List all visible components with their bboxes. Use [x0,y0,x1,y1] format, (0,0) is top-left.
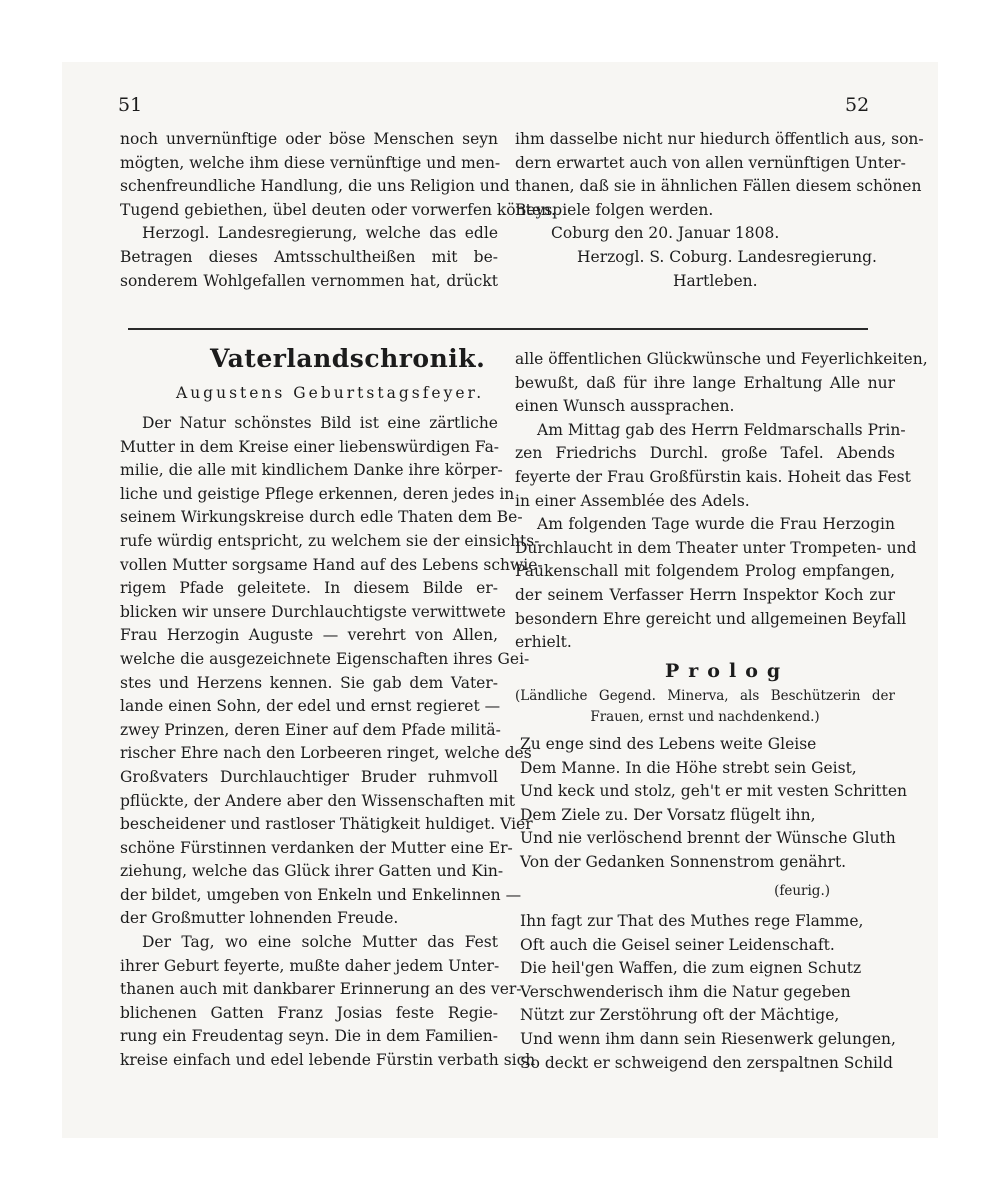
text-line: Tugend gebiethen, übel deuten oder vorwerfen könten. [120,200,556,219]
verse-line: Dem Manne. In die Höhe strebt sein Geist, [520,758,857,777]
text-line: Der Tag, wo eine solche Mutter das Fest [142,933,498,952]
stage-direction-line: (Ländliche Gegend. Minerva, als Beschützerin der [515,688,895,704]
text-line: dern erwartet auch von allen vernünftigen Unter- [515,153,906,172]
text-line: seinem Wirkungskreise durch edle Thaten dem Be- [120,508,523,527]
text-line: in einer Assemblée des Adels. [515,491,750,510]
verse-line: Ihn fagt zur That des Muthes rege Flamme, [520,912,864,930]
cue-text: (feurig.) [774,883,830,899]
page-number-left: 51 [118,94,143,116]
text-line: lande einen Sohn, der edel und ernst regieret — [120,697,501,716]
section-divider [128,328,868,330]
left-body-column [120,412,543,1073]
prolog-title: Prolog [665,660,790,682]
text-line: blichenen Gatten Franz Josias feste Regie- [120,1003,498,1022]
prolog-verse-1 [520,733,908,875]
text-line: kreise einfach und edel lebende Fürstin verbath sich [120,1051,536,1070]
text-line: Betragen dieses Amtsschultheißen mit be- [120,247,498,266]
prolog-verse-2 [520,910,895,1075]
text-line: thanen, daß sie in ähnlichen Fällen diesem schönen [515,177,922,196]
text-line: sonderem Wohlgefallen vernommen hat, drückt [120,271,498,290]
text-line: rufe würdig entspricht, zu welchem sie der einsichts- [120,531,540,550]
text-line: welche die ausgezeichnete Eigenschaften ihres Gei- [120,649,530,668]
text-line: vollen Mutter sorgsame Hand auf des Lebens schwie- [120,555,543,574]
verse-line: Verschwenderisch ihm die Natur gegeben [520,982,851,1001]
text-line: milie, die alle mit kindlichem Danke ihre körper- [120,461,503,480]
verse-line: Die heil'gen Waffen, die zum eignen Schutz [520,959,862,978]
prolog-cue [700,880,830,904]
text-line: erhielt. [515,633,572,652]
verse-line: Und wenn ihm dann sein Riesenwerk gelungen, [520,1029,896,1048]
text-line: pflückte, der Andere aber den Wissenschaften mit [120,791,515,810]
text-line: ziehung, welche das Glück ihrer Gatten und Kin- [120,862,504,881]
text-line: besondern Ehre gereicht und allgemeinen Beyfall [515,609,907,628]
text-line: noch unvernünftige oder böse Menschen seyn [120,130,498,148]
text-line: rung ein Freudentag seyn. Die in dem Familien- [120,1027,498,1046]
text-line: feyerte der Frau Großfürstin kais. Hoheit das Fest [515,467,911,486]
text-line: zen Friedrichs Durchl. große Tafel. Abends [515,444,895,463]
prolog-stage-direction [515,686,895,728]
text-line: schöne Fürstinnen verdanken der Mutter eine Er- [120,838,513,857]
text-line: der Großmutter lohnenden Freude. [120,909,399,928]
text-line: Mutter in dem Kreise einer liebenswürdigen Fa- [120,437,500,456]
signature-date: Coburg den 20. Januar 1808. [551,224,780,243]
text-line: Großvaters Durchlauchtiger Bruder ruhmvoll [120,767,498,786]
text-line: blicken wir unsere Durchlauchtigste verwittwete [120,602,506,621]
right-body-column [515,348,928,655]
text-line: Durchlaucht in dem Theater unter Trompeten- und [515,538,917,557]
text-line: zwey Prinzen, deren Einer auf dem Pfade militä- [120,720,501,739]
text-line: bescheidener und rastloser Thätigkeit huldiget. Vier [120,815,533,834]
text-line: einen Wunsch aussprachen. [515,397,735,416]
text-line: bewußt, daß für ihre lange Erhaltung Alle nur [515,373,895,392]
page-number-right: 52 [845,94,870,116]
text-line: alle öffentlichen Glückwünsche und Feyerlichkeiten, [515,350,928,368]
text-line: Beyspiele folgen werden. [515,200,714,219]
text-line: ihrer Geburt feyerte, mußte daher jedem Unter- [120,956,500,975]
section-title: Vaterlandschronik. [210,344,486,373]
stage-direction-line: Frauen, ernst und nachdenkend.) [590,709,820,725]
text-line: Frau Herzogin Auguste — verehrt von Allen, [120,626,498,645]
verse-line: Oft auch die Geisel seiner Leidenschaft. [520,935,835,954]
top-left-column [120,128,556,293]
text-line: stes und Herzens kennen. Sie gab dem Vater- [120,673,498,692]
top-right-column [515,128,924,293]
verse-line: Dem Ziele zu. Der Vorsatz flügelt ihn, [520,805,816,824]
text-line: schenfreundliche Handlung, die uns Religion und [120,177,510,196]
text-line: rigem Pfade geleitete. In diesem Bilde er- [120,579,498,598]
verse-line: Nützt zur Zerstöhrung oft der Mächtige, [520,1006,840,1025]
text-line: thanen auch mit dankbarer Erinnerung an des ver- [120,980,522,999]
verse-line: So deckt er schweigend den zerspaltnen Schild [520,1053,893,1072]
verse-line: Von der Gedanken Sonnenstrom genährt. [520,852,847,871]
text-line: mögten, welche ihm diese vernünftige und men- [120,153,501,172]
text-line: liche und geistige Pflege erkennen, deren jedes in [120,484,515,503]
signature-authority: Herzogl. S. Coburg. Landesregierung. [577,247,877,266]
text-line: Der Natur schönstes Bild ist eine zärtliche [142,414,498,432]
verse-line: Und keck und stolz, geh't er mit vesten Schritten [520,782,908,801]
text-line: Am folgenden Tage wurde die Frau Herzogin [537,515,895,534]
text-line: Paukenschall mit folgendem Prolog empfangen, [515,562,895,581]
text-line: rischer Ehre nach den Lorbeeren ringet, welche des [120,744,532,763]
text-line: der bildet, umgeben von Enkeln und Enkelinnen — [120,885,522,904]
verse-line: Und nie verlöschend brennt der Wünsche Gluth [520,829,896,848]
text-line: der seinem Verfasser Herrn Inspektor Koch zur [515,585,895,604]
section-subtitle: Augustens Geburtstagsfeyer. [176,384,485,402]
verse-line: Zu enge sind des Lebens weite Gleise [520,735,817,753]
text-line: ihm dasselbe nicht nur hiedurch öffentlich aus, son- [515,130,924,148]
text-line: Am Mittag gab des Herrn Feldmarschalls Prin- [537,420,906,439]
signature-name: Hartleben. [673,271,758,290]
text-line: Herzogl. Landesregierung, welche das edle [142,224,498,243]
